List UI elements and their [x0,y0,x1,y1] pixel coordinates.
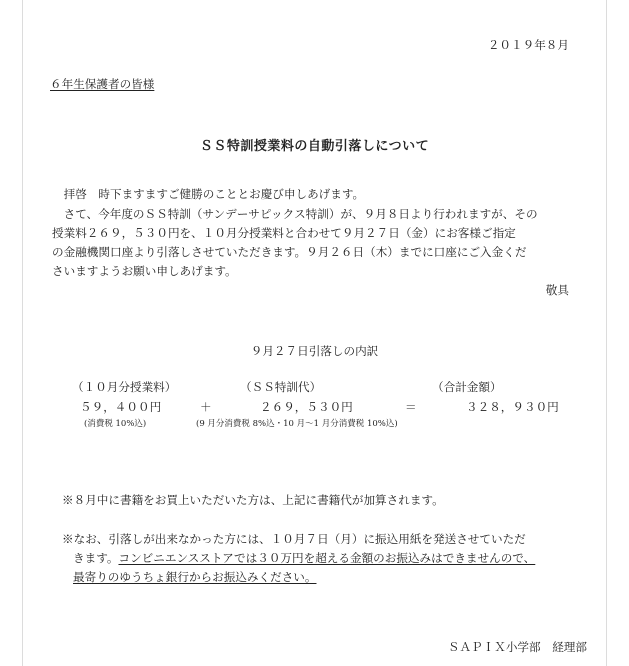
convenience-store-warning: コンビニエンスストアでは３０万円を超える金額のお振込みはできませんので、 [118,551,536,565]
tuition-header: （１０月分授業料） [72,380,177,394]
book-fee-note: ※８月中に書籍をお買上いただいた方は、上記に書籍代が加算されます。 [62,493,444,507]
body-line: さいますようお願い申しあげます。 [52,264,237,278]
document-title: ＳＳ特訓授業料の自動引落しについて [199,139,430,154]
equals-sign: ＝ [405,400,417,414]
addressee: ６年生保護者の皆様 [50,77,155,91]
payment-note-line: ※なお、引落しが出来なかった方には、１０月７日（月）に振込用紙を発送させていただ [62,532,526,546]
body-line: さて、今年度のＳＳ特訓（サンデーサピックス特訓）が、９月８日より行われますが、その [52,207,538,221]
tuition-amount: ５９，４００円 [80,400,162,414]
signature: ＳＡＰＩＸ小学部 経理部 [447,640,587,654]
ss-fee-tax-note: (9 月分消費税 8%込・10 月～1 月分消費税 10%込) [196,419,398,429]
breakdown-title: ９月２７日引落しの内訳 [250,344,379,358]
closing-word: 敬具 [545,283,569,297]
body-line: の金融機関口座より引落しさせていただきます。９月２６日（木）までに口座にご入金くだ [52,245,527,259]
body-line: 授業料２６９，５３０円を、１０月分授業料と合わせて９月２７日（金）にお客様ご指定 [52,226,516,240]
payment-note-line: きます。コンビニエンスストアでは３０万円を超える金額のお振込みはできませんので、 [73,551,536,565]
plus-sign: ＋ [200,400,212,414]
tuition-tax-note: (消費税 10%込) [84,419,147,429]
body-line: 拝啓 時下ますますご健勝のこととお慶び申しあげます。 [52,187,365,201]
ss-fee-header: （ＳＳ特訓代） [240,380,322,394]
total-header: （合計金額） [432,380,502,394]
document-date: ２０１９年８月 [487,38,569,52]
ss-fee-amount: ２６９，５３０円 [260,400,353,414]
page-border [22,0,607,666]
post-bank-instruction: 最寄りのゆうちょ銀行からお振込みください。 [73,570,317,584]
total-amount: ３２８，９３０円 [466,400,559,414]
